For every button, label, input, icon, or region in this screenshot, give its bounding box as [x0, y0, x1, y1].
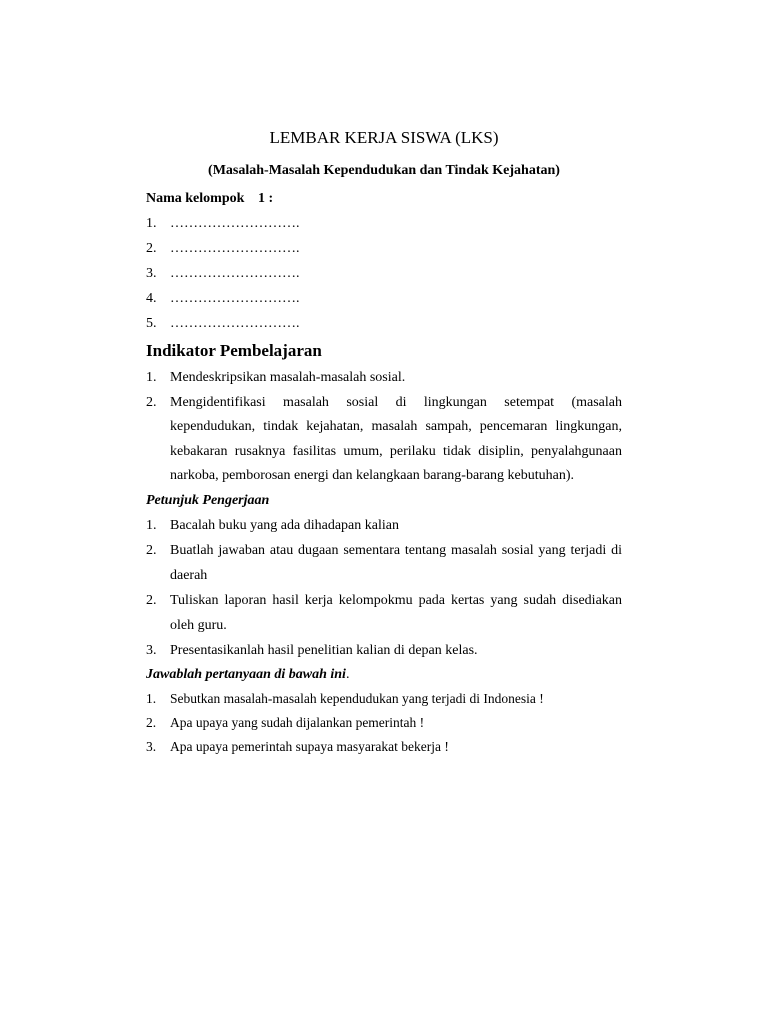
member-item [146, 261, 622, 286]
group-number: 1 : [258, 191, 274, 206]
question-item [146, 687, 622, 711]
question-number: 2. [146, 714, 157, 730]
member-blank: ………………………. [170, 291, 300, 306]
member-item [146, 311, 622, 336]
questions-list [146, 687, 622, 759]
member-blank: ………………………. [170, 216, 300, 231]
indicator-item [146, 391, 622, 489]
member-item [146, 211, 622, 236]
member-number: 2. [146, 241, 157, 256]
question-item [146, 735, 622, 759]
instruction-text: Tuliskan laporan hasil kerja kelompokmu pada kertas yang sudah disediakan oleh guru. [170, 592, 622, 633]
instruction-item [146, 513, 622, 538]
indicator-item [146, 366, 622, 391]
instruction-text: Buatlah jawaban atau dugaan sementara tentang masalah sosial yang terjadi di daerah [170, 542, 622, 583]
question-number: 1. [146, 690, 157, 706]
questions-heading-text: Jawablah pertanyaan di bawah ini [146, 666, 346, 682]
instruction-text: Presentasikanlah hasil penelitian kalian di depan kelas. [170, 642, 478, 658]
indicator-number: 2. [146, 394, 157, 410]
member-number: 1. [146, 216, 157, 231]
indicator-text: Mengidentifikasi masalah sosial di lingkungan setempat (masalah kependudukan, tindak kejahatan, masalah sampah, pencemaran lingkungan, kebakaran rusaknya fasilitas umum, perilaku tidak disiplin, penyalahgunaan narkoba, pemborosan energi dan kelangkaan barang-barang kebutuhan). [170, 394, 622, 484]
instruction-item [146, 638, 622, 663]
member-item [146, 236, 622, 261]
instruction-number: 3. [146, 642, 157, 658]
questions-heading-period: . [345, 666, 350, 682]
indicator-text: Mendeskripsikan masalah-masalah sosial. [170, 370, 406, 385]
question-text: Sebutkan masalah-masalah kependudukan yang terjadi di Indonesia ! [170, 690, 544, 706]
indicator-heading: Indikator Pembelajaran [146, 341, 322, 360]
question-text: Apa upaya yang sudah dijalankan pemerintah ! [170, 714, 425, 730]
question-number: 3. [146, 738, 157, 754]
instructions-heading: Petunjuk Pengerjaan [146, 492, 270, 508]
member-blank: ………………………. [170, 266, 300, 281]
group-name-row [146, 186, 622, 211]
instruction-number: 1. [146, 517, 157, 533]
group-name-label: Nama kelompok [146, 191, 245, 206]
instruction-number: 2. [146, 542, 157, 558]
questions-heading [146, 663, 622, 687]
member-item [146, 286, 622, 311]
instruction-number: 2. [146, 592, 157, 608]
member-number: 3. [146, 266, 157, 281]
worksheet-title: LEMBAR KERJA SISWA (LKS) [269, 128, 499, 147]
instructions-list [146, 513, 622, 663]
member-list [146, 211, 622, 336]
indicator-number: 1. [146, 370, 157, 385]
question-text: Apa upaya pemerintah supaya masyarakat bekerja ! [170, 738, 449, 754]
indicator-list [146, 366, 622, 489]
worksheet-page [146, 128, 622, 759]
member-number: 5. [146, 316, 157, 331]
member-blank: ………………………. [170, 316, 300, 331]
member-blank: ………………………. [170, 241, 300, 256]
worksheet-subtitle: (Masalah-Masalah Kependudukan dan Tindak Kejahatan) [208, 163, 560, 178]
instruction-item [146, 538, 622, 588]
instruction-item [146, 588, 622, 638]
question-item [146, 711, 622, 735]
member-number: 4. [146, 291, 157, 306]
instruction-text: Bacalah buku yang ada dihadapan kalian [170, 517, 399, 533]
